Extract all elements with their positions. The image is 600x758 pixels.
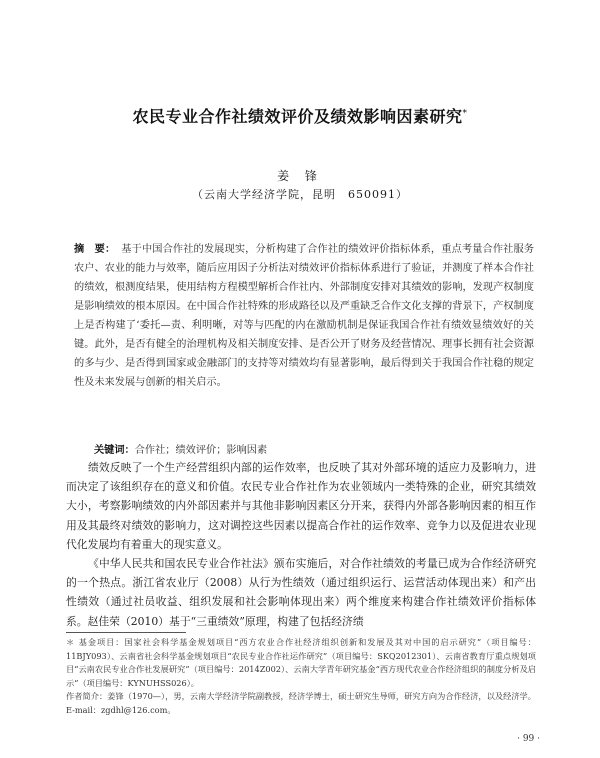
- abstract-text: 基于中国合作社的发展现实，分析构建了合作社的绩效评价指标体系，重点考量合作社服务农户、农业的能力与效率，随后应用因子分析法对绩效评价指标体系进行了验证，并测度了样本合作社的绩效，根测度结果，使用结构方程模型解析合作社内、外部制度安排对其绩效的影响，发现产权制度是影响绩效的根本原因。在中国合作社特殊的形成路径以及严重缺乏合作文化支撑的背景下，产权制度上是否构建了‘委托—责、利明晰，对等与匹配的内在激励机制是保证我国合作社有绩效显绩效好的关键。此外，是否有健全的治理机构及相关制度安排、是否公开了财务及经营情况、理事长拥有社会资源的多与少、是否得到国家或金融部门的支持等对绩效均有显著影响，最后得到关于我国合作社稳的规定性及未来发展与创新的相关启示。: [74, 244, 535, 388]
- article-title: [60, 104, 540, 127]
- keywords-label: 关键词：: [94, 445, 135, 456]
- footnote-funding: ＊ 基金项目：国家社会科学基金规划项目“西方农业合作社经济组织创新和发展及其对中国的启示研究”（项目编号：11BJY093）、云南省社会科学基金规划项目“农民专业合作社运作研究”（项目编号：SKQ2012301）、云南省教育厅重点规划项目“云南农民专业合作社发展研究”（项目编号：2014Z002）、云南大学青年研究基金“西方现代农业合作经济组织的制度分析及启示”（项目编号：KYNUHSS026）。: [66, 637, 536, 688]
- keywords-text: 合作社；绩效评价；影响因素: [134, 445, 268, 456]
- body-text: [66, 458, 536, 631]
- author-affiliation: （云南大学经济学院，昆明 650091）: [192, 188, 408, 201]
- body-paragraph: 绩效反映了一个生产经营组织内部的运作效率，也反映了其对外部环境的适应力及影响力，进而决定了该组织存在的意义和价值。农民专业合作社作为农业领域内一类特殊的企业，研究其绩效大小，考察影响绩效的内外部因素并与其他非影响因素区分开来，获得内外部各影响因素的相互作用及其最终对绩效的影响力，这对调控这些因素以提高合作社的运作效率、竞争力以及促进农业现代化发展均有着重大的现实意义。: [66, 461, 536, 551]
- footnote-author-bio: 作者简介：姜锋（1970—），男，云南大学经济学院副教授，经济学博士，硕士研究生导师，研究方向为合作经济，以及经济学。E-mail：zgdhl@126.com。: [66, 691, 536, 715]
- keywords: [94, 441, 534, 456]
- footnote: [66, 636, 536, 718]
- page-number: · 99 ·: [517, 734, 540, 744]
- article-title-text: 农民专业合作社绩效评价及绩效影响因素研究: [132, 107, 463, 126]
- author-name: 姜 锋: [277, 169, 323, 183]
- footnote-divider: [66, 632, 186, 633]
- abstract: [74, 240, 534, 392]
- abstract-label: 摘 要：: [74, 244, 116, 255]
- body-paragraph: 《中华人民共和国农民专业合作社法》颁布实施后，对合作社绩效的考量已成为合作经济研究的一个热点。浙江省农业厅（2008）从行为性绩效（通过组织运行、运营活动体现出来）和产出性绩效（通过社员收益、组织发展和社会影响体现出来）两个维度来构建合作社绩效评价指标体系。赵佳荣（2010）基于“三重绩效”原理，构建了包括经济绩: [66, 557, 536, 628]
- title-footnote-mark: *: [462, 108, 468, 119]
